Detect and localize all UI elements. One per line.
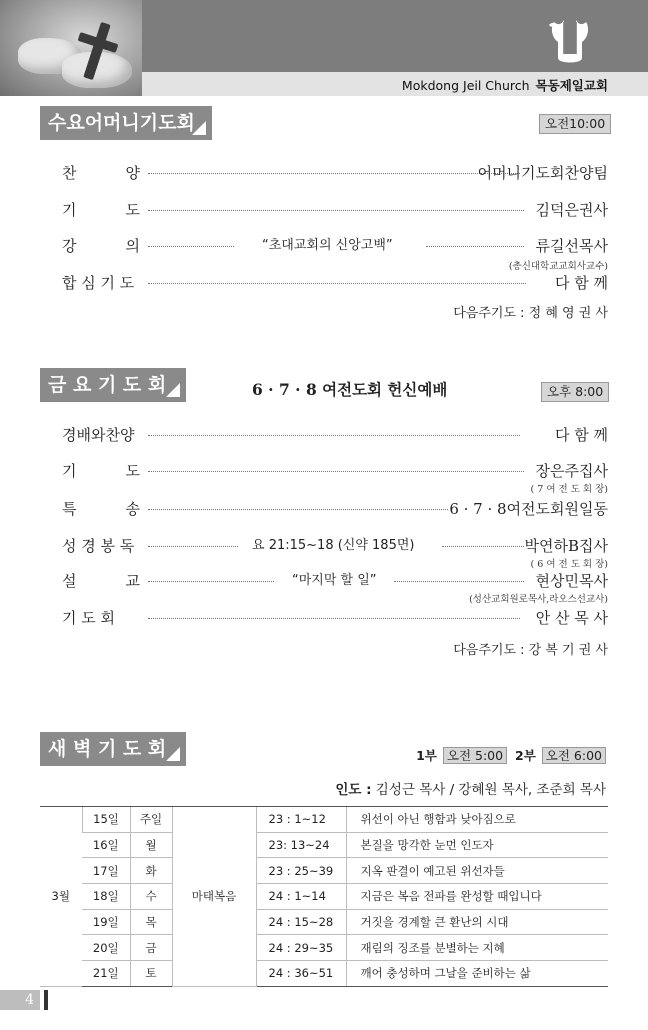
- date-cell: 16일: [82, 832, 130, 858]
- program-value: 류길선목사: [535, 237, 608, 255]
- prayer-subtitle: ( 7 여 전 도 회 장): [530, 484, 608, 495]
- program-value: 6 · 7 · 8여전도회원일동: [449, 500, 608, 518]
- program-value: 장은주집사: [535, 462, 608, 480]
- part2-label: 2부: [515, 748, 536, 763]
- program-value: 다 함 께: [554, 426, 608, 444]
- dotted-leader: [148, 618, 520, 619]
- part2-time: 오전 6:00: [542, 747, 606, 764]
- dawn-title-text: 새 벽 기 도 회: [48, 738, 167, 760]
- church-name: [402, 76, 608, 94]
- corner-triangle-icon: [166, 747, 180, 761]
- table-row: [40, 832, 608, 858]
- dotted-leader: [148, 246, 234, 247]
- month-cell: 3월: [40, 807, 82, 987]
- sermon-title-cell: 재림의 징조를 분별하는 지혜: [346, 935, 608, 961]
- corner-triangle-icon: [192, 121, 206, 135]
- dotted-leader: [148, 210, 524, 211]
- program-row: [62, 605, 608, 631]
- harp-logo-icon: [548, 18, 592, 68]
- dotted-leader: [148, 581, 274, 582]
- sermon-title-cell: 위선이 아닌 행함과 낮아짐으로: [346, 807, 608, 833]
- day-cell: 금: [130, 935, 172, 961]
- reference-cell: 23 : 25~39: [256, 858, 346, 884]
- table-row: [40, 909, 608, 935]
- sermon-title-cell: 본질을 망각한 눈먼 인도자: [346, 832, 608, 858]
- reference-cell: 24 : 36~51: [256, 961, 346, 987]
- table-row: [40, 807, 608, 833]
- dotted-leader: [426, 246, 524, 247]
- wednesday-title-text: 수요어머니기도회: [48, 112, 195, 134]
- dotted-leader: [148, 509, 448, 510]
- program-row: [62, 422, 608, 448]
- sermon-title-cell: 지옥 판결이 예고된 위선자들: [346, 858, 608, 884]
- dotted-leader: [148, 471, 524, 472]
- dawn-leaders: [335, 778, 606, 798]
- program-label: 경배와찬양: [62, 426, 135, 444]
- day-cell: 월: [130, 832, 172, 858]
- part1-time: 오전 5:00: [443, 747, 507, 764]
- date-cell: 21일: [82, 961, 130, 987]
- program-value: 어머니기도회찬양팀: [477, 164, 608, 182]
- program-row: [62, 496, 608, 522]
- friday-time-badge: 오후 8:00: [541, 382, 609, 402]
- dotted-leader: [148, 435, 520, 436]
- reference-cell: 24 : 29~35: [256, 935, 346, 961]
- program-value: 박연하B집사: [524, 537, 608, 555]
- program-value: 다 함 께: [554, 274, 608, 292]
- reference-cell: 23: 13~24: [256, 832, 346, 858]
- wednesday-section-title: [40, 106, 212, 140]
- sermon-title-cell: 지금은 복음 전파를 완성할 때입니다: [346, 884, 608, 910]
- program-row: [62, 533, 608, 559]
- date-cell: 15일: [82, 807, 130, 833]
- program-label: 찬 양: [62, 164, 140, 182]
- date-cell: 18일: [82, 884, 130, 910]
- leaders-names: 김성근 목사 / 강혜원 목사, 조준희 목사: [375, 782, 606, 798]
- sermon-title-cell: 깨어 충성하며 그날을 준비하는 삶: [346, 961, 608, 987]
- date-cell: 19일: [82, 909, 130, 935]
- friday-title-text: 금 요 기 도 회: [48, 374, 167, 396]
- day-cell: 수: [130, 884, 172, 910]
- dotted-leader: [148, 546, 238, 547]
- preacher-subtitle: (성산교회원로목사,라오스선교사): [469, 594, 608, 605]
- program-value: 김덕은권사: [535, 201, 608, 219]
- table-row: [40, 961, 608, 987]
- reference-cell: 23 : 1~12: [256, 807, 346, 833]
- wednesday-time-badge: 오전10:00: [539, 114, 611, 134]
- program-label: 기 도: [62, 462, 140, 480]
- speaker-subtitle: (총신대학교교회사교수): [508, 261, 608, 272]
- page-header: [0, 0, 648, 96]
- reader-subtitle: ( 6 여 전 도 회 장): [530, 559, 608, 570]
- dotted-leader: [148, 173, 520, 174]
- church-name-kr: 목동제일교회: [535, 78, 608, 93]
- program-row: [62, 160, 608, 186]
- program-row: [62, 458, 608, 484]
- dotted-leader: [148, 283, 526, 284]
- scripture-reference: 요 21:15~18 (신약 185면): [252, 538, 415, 553]
- program-label: 설 교: [62, 572, 140, 590]
- table-row: [40, 935, 608, 961]
- book-cell: 마태복음: [172, 807, 256, 987]
- day-cell: 화: [130, 858, 172, 884]
- next-week-prayer: 다음주기도 : 정 혜 영 권 사: [453, 306, 608, 321]
- lecture-topic: “초대교회의 신앙고백”: [262, 238, 393, 253]
- dotted-leader: [442, 546, 524, 547]
- program-label: 성 경 봉 독: [62, 537, 135, 555]
- program-label: 기 도 회: [62, 609, 116, 627]
- page-number-bar: [44, 990, 48, 1010]
- sermon-title: “마지막 할 일”: [292, 573, 377, 588]
- day-cell: 주일: [130, 807, 172, 833]
- part1-label: 1부: [416, 748, 437, 763]
- leaders-label: 인도 :: [335, 782, 372, 798]
- day-cell: 목: [130, 909, 172, 935]
- program-label: 기 도: [62, 201, 140, 219]
- friday-section-title: [40, 368, 186, 402]
- dawn-times: [416, 746, 606, 764]
- program-row: [62, 197, 608, 223]
- program-row: [62, 233, 608, 259]
- reference-cell: 24 : 1~14: [256, 884, 346, 910]
- dawn-section-title: [40, 732, 186, 766]
- praying-hands-photo: [0, 0, 142, 96]
- dotted-leader: [394, 581, 524, 582]
- program-label: 합 심 기 도: [62, 274, 135, 292]
- program-label: 강 의: [62, 237, 140, 255]
- event-title: 6 · 7 · 8 여전도회 헌신예배: [252, 380, 448, 399]
- program-value: 현상민목사: [535, 572, 608, 590]
- page-number: 4: [0, 990, 40, 1010]
- church-name-en: Mokdong Jeil Church: [401, 78, 530, 93]
- program-value: 안 산 목 사: [535, 609, 608, 627]
- program-row: [62, 270, 608, 296]
- date-cell: 20일: [82, 935, 130, 961]
- date-cell: 17일: [82, 858, 130, 884]
- sermon-title-cell: 거짓을 경계할 큰 환난의 시대: [346, 909, 608, 935]
- next-week-prayer: 다음주기도 : 강 복 기 권 사: [453, 643, 608, 658]
- dawn-schedule-table: [40, 806, 608, 987]
- program-label: 특 송: [62, 500, 140, 518]
- corner-triangle-icon: [166, 383, 180, 397]
- reference-cell: 24 : 15~28: [256, 909, 346, 935]
- table-row: [40, 858, 608, 884]
- table-row: [40, 884, 608, 910]
- day-cell: 토: [130, 961, 172, 987]
